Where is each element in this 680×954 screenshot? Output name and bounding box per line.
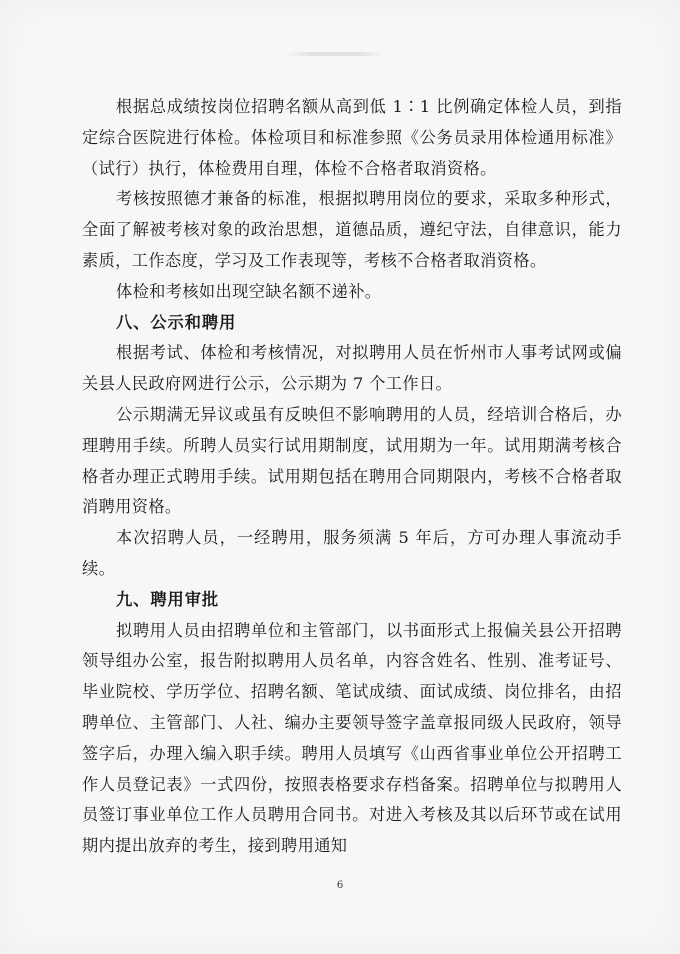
paragraph-publicity: 根据考试、体检和考核情况，对拟聘用人员在忻州市人事考试网或偏关县人民政府网进行公示，公示期为 7 个工作日。 xyxy=(82,343,622,394)
paragraph-probation: 公示期满无异议或虽有反映但不影响聘用的人员，经培训合格后，办理聘用手续。所聘人员实行试用期制度，试用期为一年。试用期满考核合格者办理正式聘用手续。试用期包括在聘用合同期限内，考核不合格者取消聘用资格。 xyxy=(82,404,622,517)
paragraph-physical-exam: 根据总成绩按岗位招聘名额从高到低 1∶1 比例确定体检人员，到指定综合医院进行体检。体检项目和标准参照《公务员录用体检通用标准》（试行）执行，体检费用自理，体检不合格者取消资格。 xyxy=(82,97,622,178)
document-body xyxy=(82,92,622,862)
section-heading-hiring-approval: 九、聘用审批 xyxy=(116,589,220,609)
paragraph-no-replacement: 体检和考核如出现空缺名额不递补。 xyxy=(116,281,382,301)
page-number: 6 xyxy=(336,880,344,891)
paragraph-assessment: 考核按照德才兼备的标准，根据拟聘用岗位的要求，采取多种形式，全面了解被考核对象的政治思想，道德品质，遵纪守法，自律意识，能力素质，工作态度，学习及工作表现等，考核不合格者取消资格。 xyxy=(82,189,622,270)
scan-artifact xyxy=(285,52,385,56)
paragraph-approval-procedure: 拟聘用人员由招聘单位和主管部门，以书面形式上报偏关县公开招聘领导组办公室，报告附拟聘用人员名单，内容含姓名、性别、准考证号、毕业院校、学历学位、招聘名额、笔试成绩、面试成绩、岗位排名，由招聘单位、主管部门、人社、编办主要领导签字盖章报同级人民政府，领导签字后，办理入编入职手续。聘用人员填写《山西省事业单位公开招聘工作人员登记表》一式四份，按照表格要求存档备案。招聘单位与拟聘用人员签订事业单位工作人员聘用合同书。对进入考核及其以后环节或在试用期内提出放弃的考生，接到聘用通知 xyxy=(82,620,622,856)
paragraph-service-term: 本次招聘人员，一经聘用，服务须满 5 年后，方可办理人事流动手续。 xyxy=(82,528,622,578)
section-heading-publicity-and-hiring: 八、公示和聘用 xyxy=(116,312,237,332)
